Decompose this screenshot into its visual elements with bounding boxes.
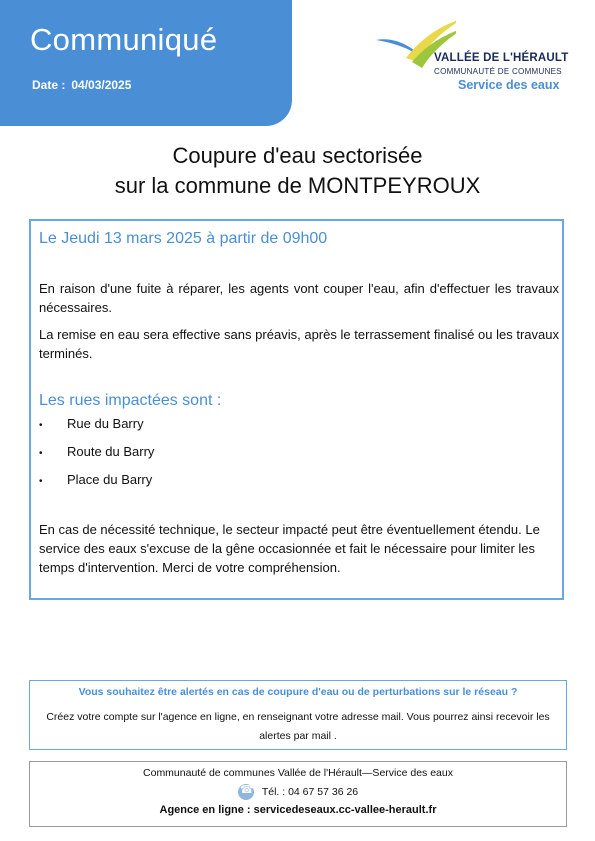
page-title: Communiqué <box>30 22 218 57</box>
date-value: 04/03/2025 <box>71 78 132 92</box>
date-label: Date : <box>32 78 66 92</box>
logo <box>376 18 576 98</box>
footer-tel-number: Tél. : 04 67 57 36 26 <box>261 785 359 798</box>
alert-box <box>29 680 567 750</box>
header-banner <box>0 0 292 126</box>
street-item <box>39 472 152 487</box>
heading-line-2: sur la commune de MONTPEYROUX <box>114 173 481 198</box>
notice-paragraph-2: La remise en eau sera effective sans préavis, après le terrassement finalisé ou les travaux terminés. <box>39 327 559 361</box>
bullet-icon: • <box>39 476 43 487</box>
logo-subtitle: COMMUNAUTÉ DE COMMUNES <box>434 67 562 76</box>
footer-tel <box>30 784 566 800</box>
street-label: Route du Barry <box>67 444 155 459</box>
streets-title: Les rues impactées sont : <box>39 392 222 409</box>
alert-text: Créez votre compte sur l'agence en ligne, en renseignant votre adresse mail. Vous pourrez ainsi recevoir les alertes par mail . <box>46 711 550 742</box>
bullet-icon: • <box>39 420 43 431</box>
notice-paragraph-3: En cas de nécessité technique, le secteur impacté peut être éventuellement étendu. Le service des eaux s'excuse de la gêne occasionnée et fait le nécessaire pour limiter les temps d'intervention. Merci de votre compréhension. <box>39 522 540 575</box>
bullet-icon: • <box>39 448 43 459</box>
alert-title: Vous souhaitez être alertés en cas de coupure d'eau ou de perturbations sur le réseau ? <box>78 686 518 698</box>
notice-paragraph-1: En raison d'une fuite à réparer, les agents vont couper l'eau, afin d'effectuer les travaux nécessaires. <box>39 281 559 315</box>
banner-tail <box>118 110 154 124</box>
header-date <box>32 78 131 92</box>
heading-line-1: Coupure d'eau sectorisée <box>172 143 423 168</box>
footer-org: Communauté de communes Vallée de l'Hérault—Service des eaux <box>143 767 453 779</box>
logo-service: Service des eaux <box>458 78 560 92</box>
street-item <box>39 444 154 459</box>
street-label: Place du Barry <box>67 472 153 487</box>
notice-date-line: Le Jeudi 13 mars 2025 à partir de 09h00 <box>39 230 328 247</box>
footer-box <box>29 761 567 827</box>
phone-icon <box>238 784 254 800</box>
notice-box <box>29 219 564 600</box>
footer-online-link[interactable]: Agence en ligne : servicedeseaux.cc-vallee-herault.fr <box>159 804 437 816</box>
street-label: Rue du Barry <box>67 416 144 431</box>
logo-name: VALLÉE DE L'HÉRAULT <box>434 52 569 64</box>
street-item <box>39 416 144 431</box>
